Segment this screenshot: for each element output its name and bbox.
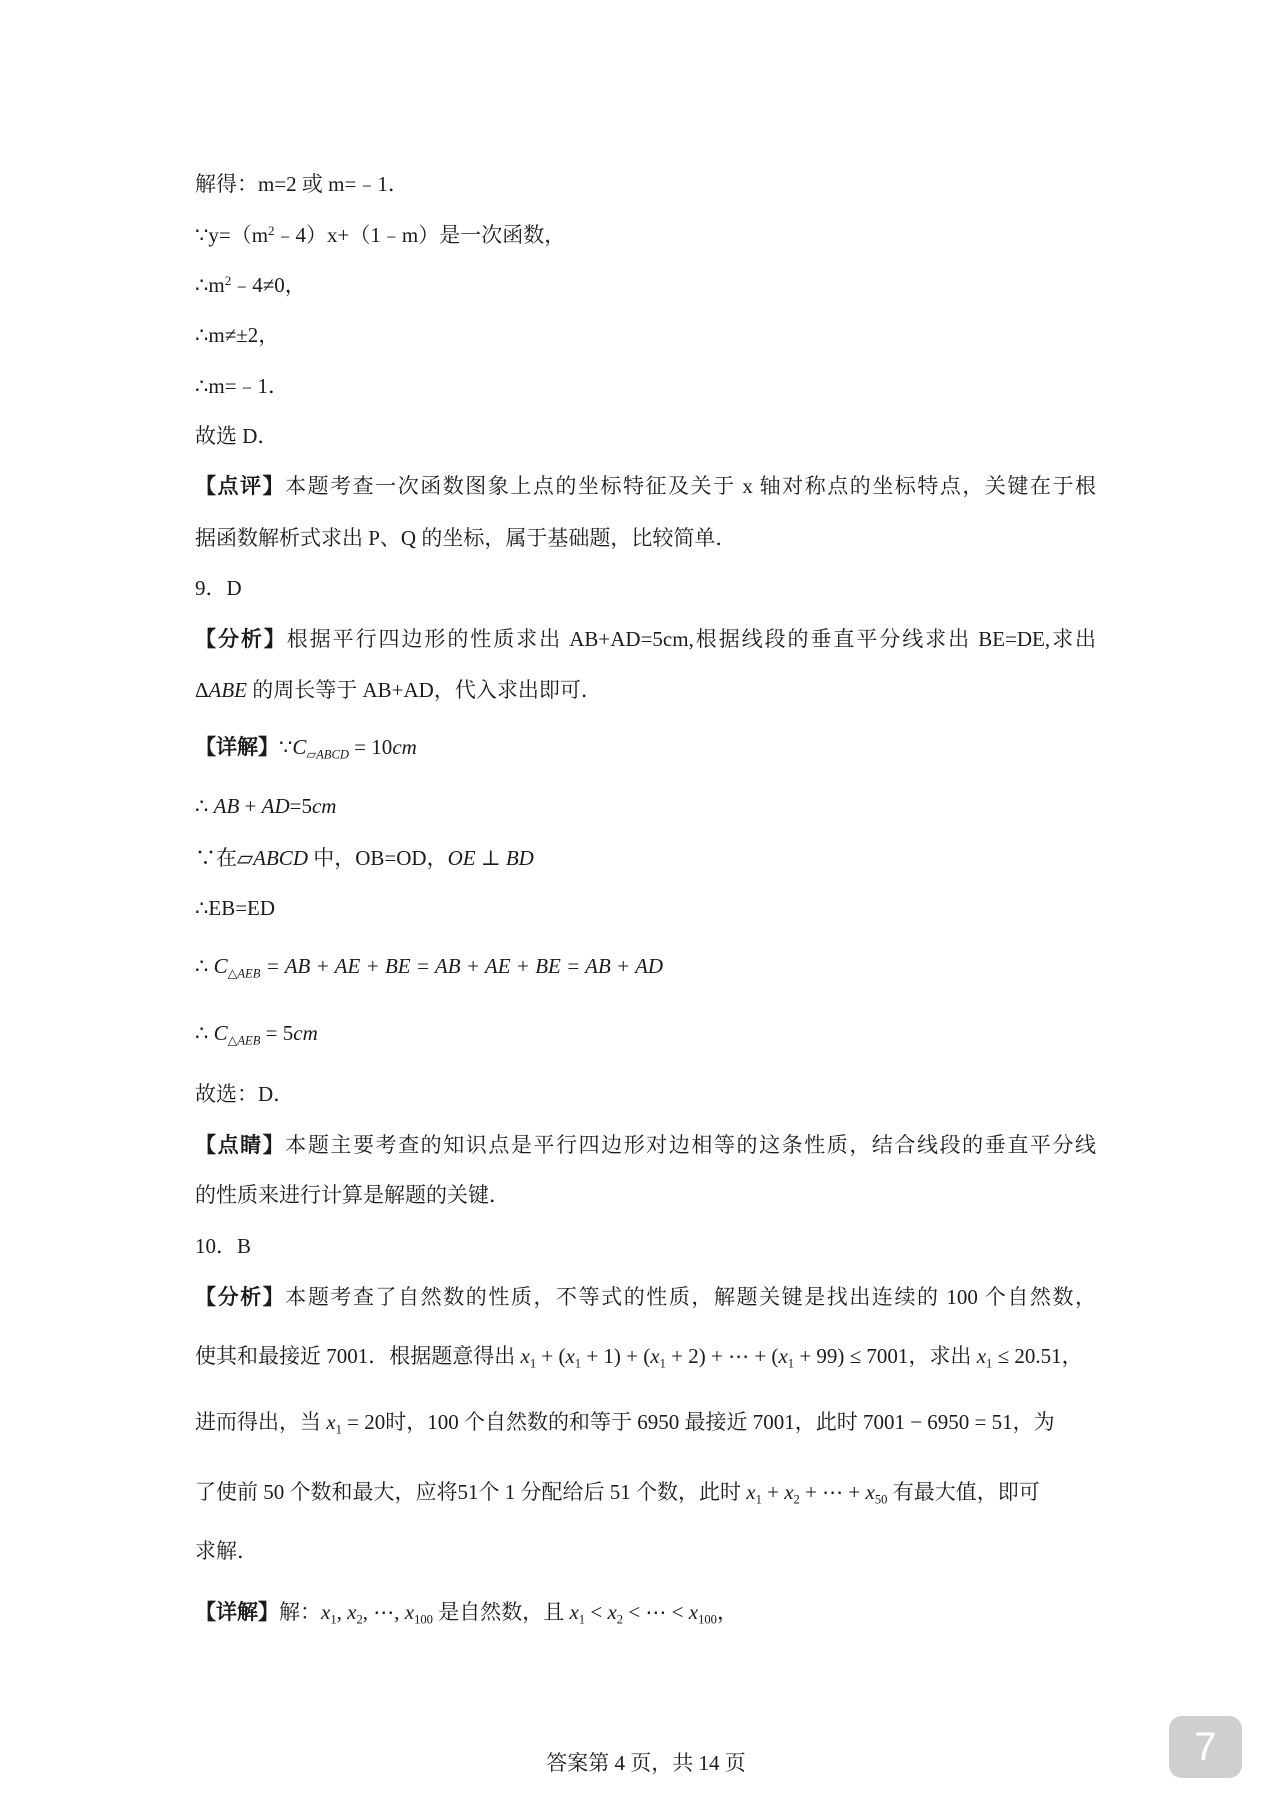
math-variable: x — [520, 1344, 530, 1368]
math-operator: ⊥ — [475, 846, 506, 870]
line-text: ∵ — [279, 735, 293, 759]
question-number — [195, 1231, 251, 1261]
line-text: ﹣4）x+（1﹣m）是一次函数， — [274, 223, 566, 247]
math-variable: AD — [261, 794, 290, 818]
subscript: 1 — [574, 1356, 582, 1371]
math-variable: x — [404, 1600, 415, 1624]
line-text: 据函数解析式求出 P、Q 的坐标，属于基础题，比较简单． — [195, 526, 737, 550]
line-text: Δ — [195, 678, 209, 702]
condition-line — [195, 270, 306, 300]
analysis-paragraph-line — [195, 1477, 1040, 1507]
line-text: 故选：D． — [195, 1082, 295, 1106]
math-operator: + — [239, 794, 262, 818]
page-number: 7 — [1194, 1725, 1217, 1769]
line-text: ∴ — [195, 794, 214, 818]
analysis-paragraph-line — [195, 1282, 1096, 1312]
math-text: 51 — [457, 1480, 479, 1504]
math-operator: + — [761, 1480, 785, 1504]
math-variable: x — [347, 1600, 357, 1624]
math-variable: x — [688, 1600, 699, 1624]
line-text: ∴m=﹣1． — [195, 374, 290, 398]
math-variable: x — [778, 1344, 788, 1368]
line-text: 解得：m=2 或 m=﹣1． — [195, 172, 409, 196]
math-variable: C — [292, 735, 307, 759]
math-text: + ⋯ + — [799, 1480, 866, 1504]
analysis-paragraph-line — [195, 1407, 1055, 1437]
subscript: 100 — [414, 1612, 433, 1627]
linear-function-line — [195, 220, 565, 250]
question-number — [195, 573, 242, 603]
math-text: , ⋯, — [362, 1600, 405, 1624]
line-text: ∴m — [195, 273, 225, 297]
analysis-paragraph-line — [195, 624, 1096, 654]
math-variable: x — [321, 1600, 331, 1624]
subscript: 1 — [529, 1356, 537, 1371]
section-tag: 【点睛】 — [195, 1133, 286, 1157]
math-variable: x — [326, 1410, 336, 1434]
detail-math-line — [195, 732, 417, 762]
line-text: 求解． — [195, 1539, 258, 1563]
superscript: 2 — [224, 272, 232, 288]
subscript: 100 — [698, 1612, 717, 1627]
math-expression: 7001 − 6950 = 51 — [862, 1410, 1013, 1434]
math-variable: C — [213, 954, 228, 978]
remark-paragraph-line — [195, 1180, 510, 1210]
subscript: 1 — [787, 1356, 795, 1371]
line-text: 本题考查一次函数图象上点的坐标特征及关于 x 轴对称点的坐标特点，关键在于根 — [285, 474, 1097, 498]
line-text: 进而得出，当 — [195, 1410, 327, 1434]
line-text: 的性质来进行计算是解题的关键． — [195, 1183, 510, 1207]
line-text: 根据平行四边形的性质求出 AB+AD=5cm,根据线段的垂直平分线求出 BE=DE,求出 — [286, 627, 1097, 651]
line-text: 了使前 50 个数和最大，应将 — [195, 1480, 458, 1504]
line-text: 故选 D． — [195, 424, 279, 448]
math-variable: OE — [447, 846, 476, 870]
math-variable: C — [213, 1021, 228, 1045]
math-text: = 10 — [348, 735, 393, 759]
subscript: 1 — [755, 1492, 762, 1507]
line-text: 本题主要考查的知识点是平行四边形对边相等的这条性质，结合线段的垂直平分线 — [285, 1133, 1097, 1157]
line-text: ∴ — [195, 954, 214, 978]
math-text: + ( — [536, 1344, 566, 1368]
condition-line — [195, 320, 279, 350]
math-unit: cm — [392, 735, 417, 759]
math-text: + 99) ≤ 7001 — [794, 1344, 909, 1368]
math-text: < ⋯ < — [623, 1600, 689, 1624]
math-variable: AB — [213, 794, 240, 818]
page-footer — [0, 1748, 1280, 1778]
solution-line — [195, 169, 409, 199]
math-text: ≤ 20.51 — [992, 1344, 1062, 1368]
subscript: △AEB — [227, 966, 261, 981]
math-variable: x — [746, 1480, 756, 1504]
line-text: 本题考查了自然数的性质，不等式的性质，解题关键是找出连续的 100 个自然数， — [285, 1285, 1097, 1309]
line-text: ， — [716, 1600, 738, 1624]
line-text: ∵在 — [195, 846, 237, 870]
line-text: 10．B — [195, 1234, 252, 1258]
subscript: 1 — [659, 1356, 666, 1371]
section-tag: 【详解】 — [195, 735, 279, 759]
line-text: ， — [1061, 1344, 1083, 1368]
line-text: 是自然数，且 — [432, 1600, 570, 1624]
line-text: 9．D — [195, 576, 242, 600]
subscript: △AEB — [227, 1033, 261, 1048]
math-text: , — [336, 1600, 348, 1624]
math-text: = 5 — [260, 1021, 294, 1045]
remark-paragraph-line — [195, 1130, 1096, 1160]
line-text: 时，100 个自然数的和等于 6950 最接近 7001，此时 — [385, 1410, 863, 1434]
detail-math-line — [195, 843, 534, 873]
subscript: ▱ABCD — [306, 747, 349, 762]
line-text: 的周长等于 AB+AD，代入求出即可． — [247, 678, 602, 702]
line-text: 解： — [279, 1600, 321, 1624]
result-line — [195, 371, 289, 401]
math-variable: x — [976, 1344, 987, 1368]
answer-line — [195, 1079, 294, 1109]
line-text: ∴ — [195, 1021, 214, 1045]
line-text: 中，OB=OD， — [307, 846, 448, 870]
line-text: ，为 — [1012, 1410, 1055, 1434]
math-text: = 20 — [341, 1410, 386, 1434]
section-tag: 【详解】 — [195, 1600, 279, 1624]
subscript: 2 — [616, 1612, 624, 1627]
subscript: 50 — [874, 1492, 888, 1507]
math-variable: x — [607, 1600, 617, 1624]
math-unit: cm — [293, 1021, 318, 1045]
math-text: + 2) + ⋯ + ( — [665, 1344, 779, 1368]
subscript: 2 — [793, 1492, 800, 1507]
analysis-paragraph-line — [195, 675, 602, 705]
detail-math-line — [195, 951, 663, 981]
math-variable: x — [569, 1600, 579, 1624]
line-text: 个 1 分配给后 51 个数，此时 — [478, 1480, 747, 1504]
math-operator: < — [585, 1600, 608, 1624]
subscript: 1 — [330, 1612, 337, 1627]
line-text: ∴m≠±2， — [195, 323, 280, 347]
math-text: + 1) + ( — [581, 1344, 651, 1368]
superscript: 2 — [268, 222, 275, 238]
page-number-badge — [1169, 1716, 1242, 1778]
footer-text: 答案第 4 页，共 14 页 — [546, 1751, 746, 1775]
parallelogram-symbol: ▱ — [237, 846, 254, 870]
line-text: ，求出 — [908, 1344, 977, 1368]
detail-math-line — [195, 893, 275, 923]
math-variable: x — [784, 1480, 794, 1504]
line-text: 使其和最接近 7001．根据题意得出 — [195, 1344, 521, 1368]
detail-math-line — [195, 1597, 738, 1627]
math-variable: x — [865, 1480, 875, 1504]
section-tag: 【分析】 — [195, 627, 287, 651]
detail-math-line — [195, 1018, 318, 1048]
math-expression: = AB + AE + BE = AB + AE + BE = AB + AD — [260, 954, 664, 978]
line-text: ∵y=（m — [195, 223, 269, 247]
analysis-paragraph-line — [195, 1536, 258, 1566]
math-variable: x — [650, 1344, 660, 1368]
comment-paragraph-line — [195, 523, 736, 553]
subscript: 1 — [335, 1422, 342, 1437]
section-tag: 【分析】 — [195, 1285, 286, 1309]
math-text: =5 — [289, 794, 312, 818]
line-text: 有最大值，即可 — [887, 1480, 1040, 1504]
comment-paragraph-line — [195, 471, 1096, 501]
analysis-paragraph-line — [195, 1341, 1083, 1371]
line-text: ∴EB=ED — [195, 896, 276, 920]
subscript: 1 — [986, 1356, 993, 1371]
math-variable: x — [565, 1344, 575, 1368]
answer-line — [195, 421, 278, 451]
math-variable: ABE — [208, 678, 247, 702]
math-unit: cm — [311, 794, 337, 818]
subscript: 1 — [578, 1612, 586, 1627]
math-variable: ABCD — [253, 846, 308, 870]
math-variable: BD — [505, 846, 534, 870]
detail-math-line — [195, 791, 336, 821]
line-text: ﹣4≠0， — [231, 273, 306, 297]
section-tag: 【点评】 — [195, 474, 286, 498]
subscript: 2 — [356, 1612, 363, 1627]
